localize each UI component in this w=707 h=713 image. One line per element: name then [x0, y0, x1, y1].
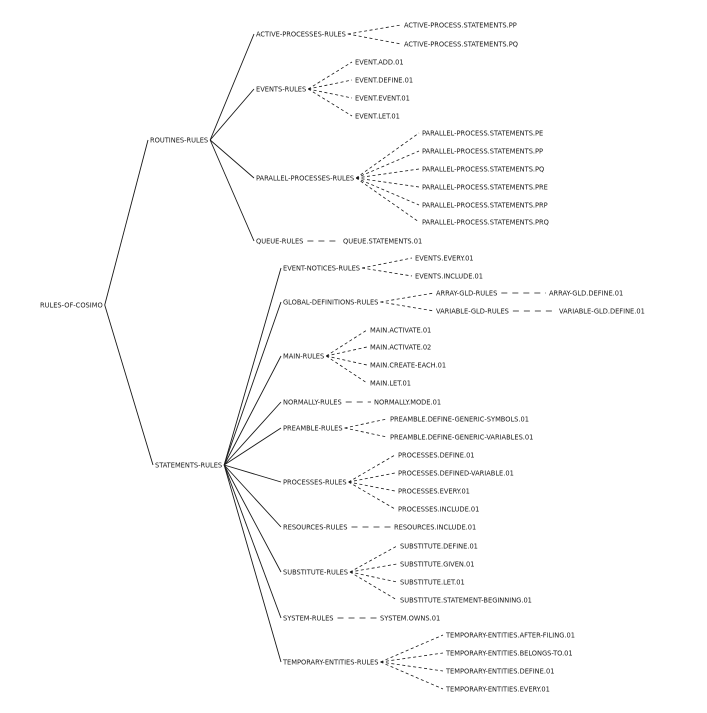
- node-temporary-entities-every-01: TEMPORARY-ENTITIES.EVERY.01: [446, 684, 550, 694]
- node-processes-defined-variable-01: PROCESSES.DEFINED-VARIABLE.01: [398, 468, 514, 478]
- node-array-gld-define-01: ARRAY-GLD.DEFINE.01: [549, 288, 624, 298]
- node-substitute-let-01: SUBSTITUTE.LET.01: [400, 577, 465, 587]
- node-events-rules: EVENTS-RULES: [256, 84, 307, 94]
- node-parallel-process-statements-pe: PARALLEL-PROCESS.STATEMENTS.PE: [422, 128, 544, 138]
- edge-main-let-01: [326, 356, 367, 383]
- edge-active-process-statements-pp: [348, 25, 401, 34]
- node-queue-rules: QUEUE-RULES: [256, 236, 304, 246]
- node-preamble-define-generic-symbols-01: PREAMBLE.DEFINE-GENERIC-SYMBOLS.01: [390, 414, 529, 424]
- node-normally-rules: NORMALLY-RULES: [283, 397, 342, 407]
- edge-global-definitions-rules: [224, 302, 281, 465]
- edge-variable-gld-rules: [380, 302, 434, 311]
- node-processes-define-01: PROCESSES.DEFINE.01: [398, 450, 475, 460]
- edge-active-process-statements-pq: [348, 34, 401, 44]
- edge-temporary-entities-rules: [224, 465, 281, 662]
- node-substitute-given-01: SUBSTITUTE.GIVEN.01: [400, 559, 475, 569]
- edge-active-processes-rules: [210, 34, 254, 140]
- node-preamble-define-generic-variables-01: PREAMBLE.DEFINE-GENERIC-VARIABLES.01: [390, 432, 534, 442]
- edge-preamble-define-generic-variables-01: [345, 428, 387, 437]
- edge-events-every-01: [362, 258, 412, 268]
- edge-temporary-entities-every-01: [380, 662, 443, 689]
- edge-temporary-entities-after-filing-01: [380, 635, 443, 662]
- node-parallel-process-statements-pq: PARALLEL-PROCESS.STATEMENTS.PQ: [422, 164, 545, 174]
- node-global-definitions-rules: GLOBAL-DEFINITIONS-RULES: [283, 297, 379, 307]
- edge-parallel-process-statements-pq: [356, 169, 419, 178]
- node-event-add-01: EVENT.ADD.01: [355, 57, 404, 67]
- edge-main-activate-02: [326, 347, 367, 356]
- node-temporary-entities-rules: TEMPORARY-ENTITIES-RULES: [283, 657, 379, 667]
- edge-parallel-process-statements-pre: [356, 178, 419, 187]
- node-active-processes-rules: ACTIVE-PROCESSES-RULES: [256, 29, 346, 39]
- node-temporary-entities-define-01: TEMPORARY-ENTITIES.DEFINE.01: [446, 666, 555, 676]
- node-event-let-01: EVENT.LET.01: [355, 111, 400, 121]
- node-main-activate-02: MAIN.ACTIVATE.02: [370, 342, 432, 352]
- node-main-create-each-01: MAIN.CREATE-EACH.01: [370, 360, 447, 370]
- node-processes-include-01: PROCESSES.INCLUDE.01: [398, 504, 480, 514]
- node-variable-gld-define-01: VARIABLE-GLD.DEFINE.01: [559, 306, 645, 316]
- node-substitute-define-01: SUBSTITUTE.DEFINE.01: [400, 541, 478, 551]
- edge-substitute-let-01: [350, 572, 397, 582]
- edge-substitute-rules: [224, 465, 281, 572]
- node-preamble-rules: PREAMBLE-RULES: [283, 423, 343, 433]
- edge-processes-include-01: [349, 482, 395, 509]
- node-routines-rules: ROUTINES-RULES: [150, 135, 209, 145]
- node-event-notices-rules: EVENT-NOTICES-RULES: [283, 263, 361, 273]
- node-events-include-01: EVENTS.INCLUDE.01: [415, 271, 483, 281]
- node-resources-include-01: RESOURCES.INCLUDE.01: [394, 522, 477, 532]
- node-array-gld-rules: ARRAY-GLD-RULES: [436, 288, 498, 298]
- edge-system-rules: [224, 465, 281, 618]
- edge-array-gld-rules: [380, 293, 434, 302]
- edge-queue-rules: [210, 140, 254, 241]
- edge-main-activate-01: [326, 330, 367, 356]
- edge-substitute-statement-beginning-01: [350, 572, 397, 600]
- node-event-define-01: EVENT.DEFINE.01: [355, 75, 414, 85]
- node-parallel-process-statements-prq: PARALLEL-PROCESS.STATEMENTS.PRQ: [422, 217, 549, 227]
- node-parallel-process-statements-prp: PARALLEL-PROCESS.STATEMENTS.PRP: [422, 200, 548, 210]
- edge-processes-rules: [224, 465, 281, 482]
- node-events-every-01: EVENTS.EVERY.01: [415, 253, 474, 263]
- node-event-event-01: EVENT.EVENT.01: [355, 93, 410, 103]
- edge-main-rules: [224, 356, 281, 465]
- edge-event-let-01: [308, 89, 352, 116]
- node-substitute-statement-beginning-01: SUBSTITUTE.STATEMENT-BEGINNING.01: [400, 595, 532, 605]
- node-main-activate-01: MAIN.ACTIVATE.01: [370, 325, 432, 335]
- edge-parallel-processes-rules: [210, 140, 254, 178]
- node-active-process-statements-pp: ACTIVE-PROCESS.STATEMENTS.PP: [404, 20, 517, 30]
- edge-parallel-process-statements-pe: [356, 133, 419, 178]
- node-variable-gld-rules: VARIABLE-GLD-RULES: [436, 306, 509, 316]
- node-statements-rules: STATEMENTS-RULES: [155, 460, 223, 470]
- edge-statements-rules: [105, 305, 153, 465]
- edge-events-include-01: [362, 268, 412, 276]
- edge-temporary-entities-belongs-to-01: [380, 653, 443, 662]
- edge-parallel-process-statements-prp: [356, 178, 419, 205]
- node-active-process-statements-pq: ACTIVE-PROCESS.STATEMENTS.PQ: [404, 39, 518, 49]
- edge-event-notices-rules: [224, 268, 281, 465]
- node-substitute-rules: SUBSTITUTE-RULES: [283, 567, 348, 577]
- node-normally-mode-01: NORMALLY.MODE.01: [374, 397, 442, 407]
- edge-routines-rules: [105, 140, 148, 305]
- node-temporary-entities-belongs-to-01: TEMPORARY-ENTITIES.BELONGS-TO.01: [446, 648, 573, 658]
- tree-edges: [105, 25, 556, 689]
- edge-temporary-entities-define-01: [380, 662, 443, 671]
- node-system-owns-01: SYSTEM.OWNS.01: [380, 613, 441, 623]
- node-processes-every-01: PROCESSES.EVERY.01: [398, 486, 470, 496]
- node-main-rules: MAIN-RULES: [283, 351, 325, 361]
- node-processes-rules: PROCESSES-RULES: [283, 477, 347, 487]
- node-temporary-entities-after-filing-01: TEMPORARY-ENTITIES.AFTER-FILING.01: [446, 630, 575, 640]
- node-queue-statements-01: QUEUE.STATEMENTS.01: [343, 236, 423, 246]
- node-parallel-process-statements-pp: PARALLEL-PROCESS.STATEMENTS.PP: [422, 146, 544, 156]
- edge-processes-define-01: [349, 455, 395, 482]
- edge-parallel-process-statements-prq: [356, 178, 419, 222]
- node-resources-rules: RESOURCES-RULES: [283, 522, 348, 532]
- node-parallel-processes-rules: PARALLEL-PROCESSES-RULES: [256, 173, 355, 183]
- node-rules-of-cosimo: RULES-OF-COSIMO: [40, 300, 103, 310]
- edge-event-add-01: [308, 62, 352, 89]
- node-system-rules: SYSTEM-RULES: [283, 613, 334, 623]
- edge-preamble-define-generic-symbols-01: [345, 419, 387, 428]
- node-main-let-01: MAIN.LET.01: [370, 378, 411, 388]
- edge-events-rules: [210, 89, 254, 140]
- tree-labels: [40, 21, 645, 694]
- node-parallel-process-statements-pre: PARALLEL-PROCESS.STATEMENTS.PRE: [422, 182, 548, 192]
